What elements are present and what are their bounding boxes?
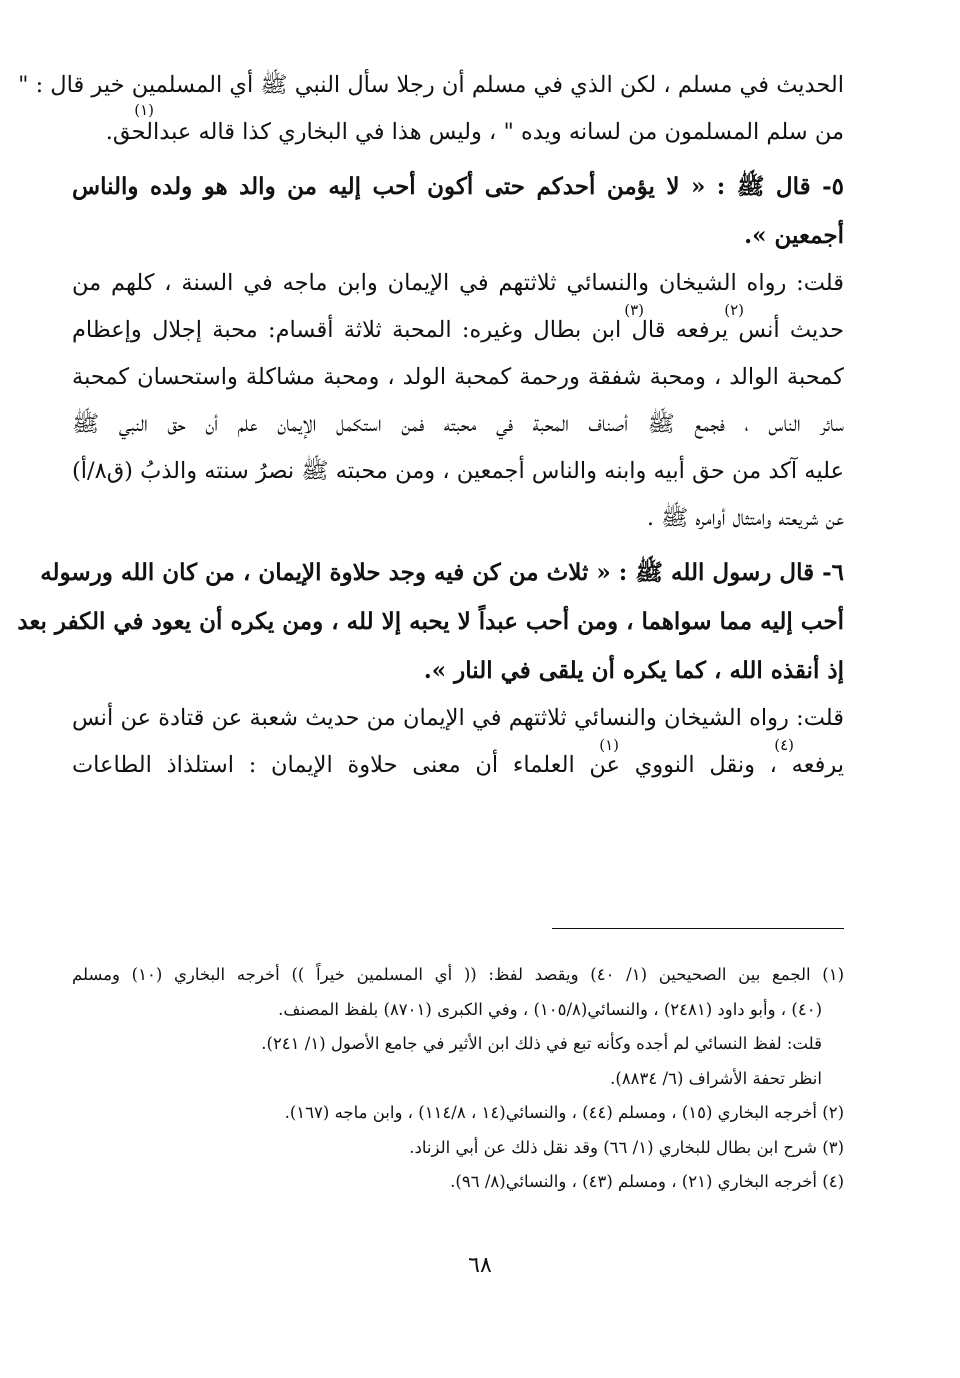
text-line: عليه آكد من حق أبيه وابنه والناس أجمعين ، ومن محبته ﷺ نصرُ سنته والذبُ (ق٨/أ)	[72, 458, 844, 484]
text-line: عن شريعته وامتثال أوامره ﷺ .	[646, 505, 844, 531]
text-line: الحديث في مسلم ، لكن الذي في مسلم أن رجلا سأل النبي ﷺ أي المسلمين خير قال : "	[18, 72, 844, 98]
hadith-heading: إذ أنقذه الله ، كما يكره أن يلقى في النار ».	[423, 657, 844, 684]
footnote-ref: (٣)	[624, 301, 644, 319]
text-line: كمحبة الوالد ، ومحبة شفقة ورحمة كمحبة الولد ، ومحبة مشاكلة واستحسان كمحبة	[72, 364, 844, 390]
footnote-line: (٤) أخرجه البخاري (٢١) ، ومسلم (٤٣) ، والنسائي(٨/ ٩٦).	[450, 1172, 844, 1191]
hadith-heading: أجمعين ».	[744, 222, 844, 249]
footnote-ref: (١)	[599, 736, 619, 754]
footnote-ref: (٤)	[774, 736, 794, 754]
main-text	[17, 62, 844, 789]
footnote-line: انظر تحفة الأشراف (٦/ ٨٨٣٤).	[610, 1068, 822, 1088]
footnote-separator	[552, 928, 844, 929]
text-line: حديث أنس يرفعه قال ابن بطال وغيره: المحبة ثلاثة أقسام: محبة إجلال وإعظام (٢) (٣)	[72, 301, 844, 343]
footnote-line: (٢) أخرجه البخاري (١٥) ، ومسلم (٤٤) ، والنسائي(١٤ ، ١١٤/٨) ، وابن ماجه (١٦٧).	[284, 1103, 844, 1122]
footnote-ref: (١)	[134, 101, 154, 119]
footnote-line: قلت: لفظ النسائي لم أجده وكأنه تبع في ذلك ابن الأثير في جامع الأصول (١/ ٢٤١).	[261, 1034, 822, 1053]
hadith-heading: أحب إليه مما سواهما ، ومن أحب عبداً لا يحبه إلا لله ، ومن يكره أن يعود في الكفر بعد	[17, 608, 844, 635]
text-line: يرفعه ، ونقل النووي عن العلماء أن معنى حلاوة الإيمان : استلذاذ الطاعات (٤) (١)	[72, 736, 844, 778]
footnotes	[72, 958, 844, 1200]
text-line: سائر الناس ، فجمع ﷺ أصناف المحبة في محبته فمن استكمل الإيمان علم أن حق النبي ﷺ	[72, 411, 844, 437]
hadith-heading: ٥- قال ﷺ : « لا يؤمن أحدكم حتى أكون أحب إليه من والد هو ولده والناس	[72, 173, 844, 200]
text-line: قلت: رواه الشيخان والنسائي ثلاثتهم في الإيمان من حديث شعبة عن قتادة عن أنس	[72, 705, 844, 731]
footnote-ref: (٢)	[724, 301, 744, 319]
footnote-line: (٣) شرح ابن بطال للبخاري (١/ ٦٦) وقد نقل ذلك عن أبي الزناد.	[409, 1137, 844, 1157]
text-line: من سلم المسلمون من لسانه ويده " ، وليس هذا في البخاري كذا قاله عبدالحق. (١)	[105, 101, 844, 145]
page-number: ٦٨	[468, 1253, 492, 1278]
text-line: قلت: رواه الشيخان والنسائي ثلاثتهم في الإيمان وابن ماجه في السنة ، كلهم من	[72, 270, 844, 296]
hadith-heading: ٦- قال رسول الله ﷺ : « ثلاث من كن فيه وجد حلاوة الإيمان ، من كان الله ورسوله	[40, 559, 844, 586]
footnote-line: (١) الجمع بين الصحيحين (١/ ٤٠) ويقصد لفظ: (( أي المسلمين خيراً )) أخرجه البخاري (١٠) ومسلم	[72, 965, 845, 984]
footnote-line: (٤٠) ، وأبو داود (٢٤٨١) ، والنسائي(١٠٥/٨) ، وفي الكبرى (٨٧٠١) بلفظ المصنف.	[278, 999, 822, 1019]
